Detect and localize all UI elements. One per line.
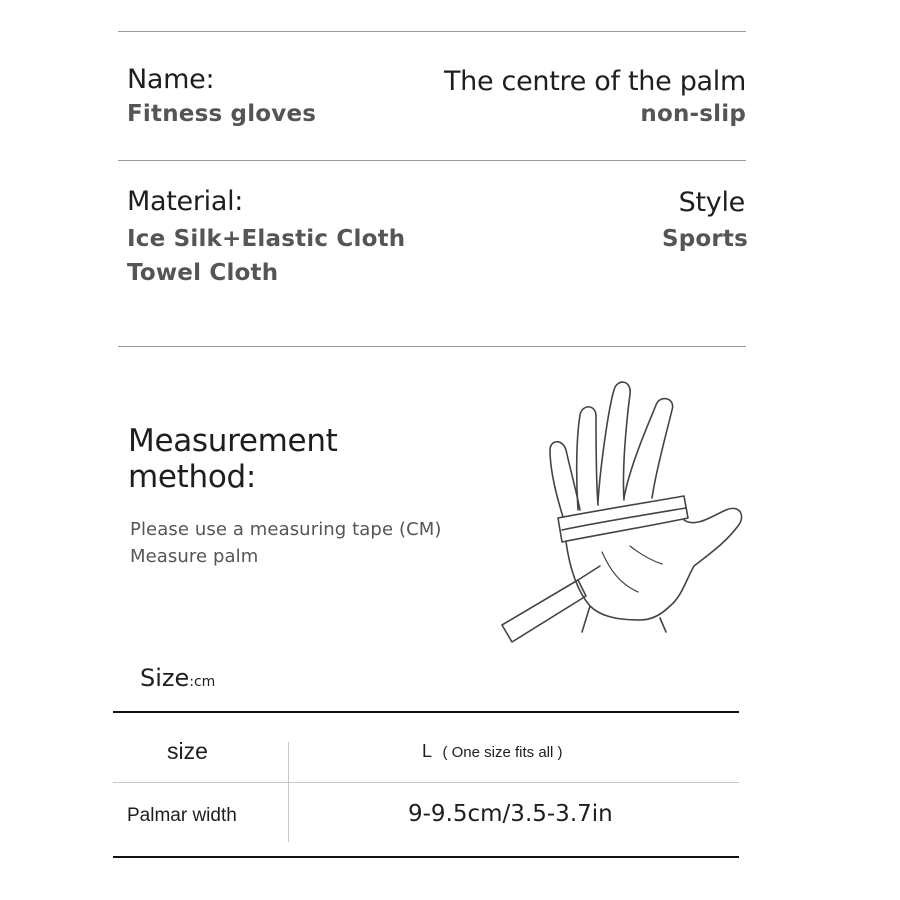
divider-2 bbox=[118, 346, 746, 347]
palm-feature-value: non-slip bbox=[640, 101, 746, 127]
wrist-left bbox=[582, 606, 590, 632]
ring-finger bbox=[577, 407, 598, 510]
palmar-width-value-cell: 9-9.5cm/3.5-3.7in bbox=[408, 801, 613, 827]
size-unit: :cm bbox=[189, 674, 216, 690]
material-value-1: Ice Silk+Elastic Cloth bbox=[127, 226, 406, 252]
palm-edge bbox=[566, 542, 670, 620]
size-note: ( One size fits all ) bbox=[442, 744, 563, 761]
material-label: Material: bbox=[127, 186, 244, 217]
hand-measuring-illustration bbox=[490, 370, 760, 655]
wrist-right bbox=[660, 618, 666, 632]
middle-finger bbox=[598, 382, 630, 502]
divider-1 bbox=[118, 160, 746, 161]
name-label: Name: bbox=[127, 64, 215, 95]
palmar-width-header-cell: Palmar width bbox=[127, 805, 237, 826]
size-header-cell: size bbox=[167, 738, 208, 764]
thumb bbox=[670, 508, 742, 606]
name-value: Fitness gloves bbox=[127, 101, 317, 127]
measurement-desc-line1: Please use a measuring tape (CM) bbox=[130, 519, 442, 540]
measurement-desc-line2: Measure palm bbox=[130, 546, 259, 567]
pinky-finger bbox=[550, 442, 580, 520]
size-table-title bbox=[140, 664, 215, 692]
index-finger bbox=[624, 399, 673, 498]
table-bottom-rule bbox=[113, 856, 739, 858]
measurement-title-line1: Measurement bbox=[128, 423, 338, 459]
table-top-rule bbox=[113, 711, 739, 713]
style-value: Sports bbox=[661, 226, 748, 252]
size-letter: L bbox=[422, 741, 433, 761]
tape-tail bbox=[502, 580, 586, 642]
palm-feature-label: The centre of the palm bbox=[443, 66, 746, 97]
top-divider bbox=[118, 31, 746, 32]
table-column-divider bbox=[288, 742, 289, 842]
table-row-divider bbox=[113, 782, 739, 783]
size-value-cell bbox=[422, 741, 563, 762]
material-value-2: Towel Cloth bbox=[127, 260, 279, 286]
style-label: Style bbox=[678, 187, 745, 218]
size-title-text: Size bbox=[140, 664, 190, 692]
measurement-title-line2: method: bbox=[128, 459, 257, 495]
